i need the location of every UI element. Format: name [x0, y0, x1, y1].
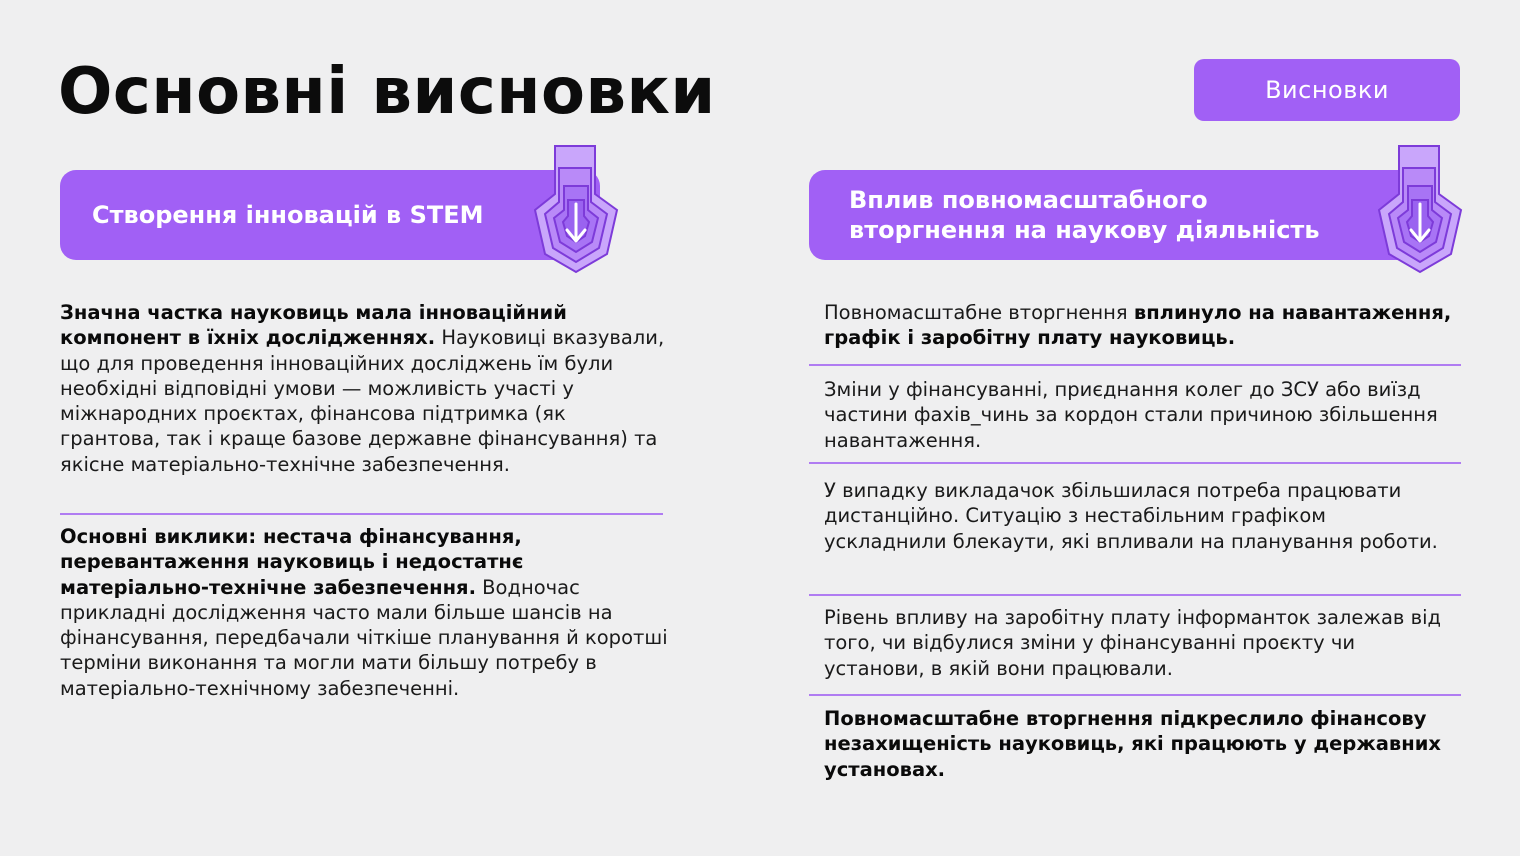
left-paragraph-2-bold: Основні виклики: нестача фінансування, перевантаження науковиць і недостатнє матеріально-технічне забезпечення. [60, 525, 524, 599]
right-paragraph-1 [824, 300, 1454, 351]
right-paragraph-5-bold: Повномасштабне вторгнення підкреслило фінансову незахищеність науковиць, які працюють у державних установах. [824, 707, 1441, 781]
page-title: Основні висновки [58, 55, 716, 129]
left-paragraph-2 [60, 524, 670, 701]
right-header-line-1: Вплив повномасштабного [849, 186, 1208, 214]
left-section-header-text: Створення інновацій в STEM [92, 201, 484, 229]
right-section-header [809, 170, 1419, 260]
down-arrow-icon [1377, 144, 1463, 274]
right-paragraph-4: Рівень впливу на заробітну плату інформанток залежав від того, чи відбулися зміни у фінансуванні проєкту чи установи, в якій вони працювали. [824, 606, 1441, 680]
section-tag-button[interactable]: Висновки [1194, 59, 1460, 121]
left-paragraph-2-text: Водночас прикладні дослідження часто мали більше шансів на фінансування, передбачали чіткіше планування й коротші терміни виконання та могли мати більшу потребу в матеріально-технічному забезпеченні. [60, 575, 668, 700]
right-paragraph-5 [824, 706, 1454, 782]
right-paragraph-1-bold: вплинуло на навантаження, графік і заробітну плату науковиць. [824, 301, 1452, 350]
right-paragraph-1-text: Повномасштабне вторгнення [824, 301, 1134, 324]
right-header-line-2: вторгнення на наукову діяльність [849, 216, 1320, 244]
left-paragraph-1-text: Науковиці вказували, що для проведення інноваційних досліджень їм були необхідні відповідні умови — можливість участі у міжнародних проєктах, фінансова підтримка (як грантова, так і краще базове державне фінансування) та якісне матеріально-технічне забезпечення. [60, 326, 665, 476]
right-paragraph-2: Зміни у фінансуванні, приєднання колег до ЗСУ або виїзд частини фахів_чинь за кордон стали причиною збільшення навантаження. [824, 378, 1438, 452]
right-divider-1 [809, 364, 1461, 366]
down-arrow-icon [533, 144, 619, 274]
right-divider-2 [809, 462, 1461, 464]
right-divider-3 [809, 594, 1461, 596]
left-divider [60, 513, 663, 515]
right-paragraph-3: У випадку викладачок збільшилася потреба працювати дистанційно. Ситуацію з нестабільним графіком ускладнили блекаути, які впливали на планування роботи. [824, 479, 1438, 553]
right-divider-4 [809, 694, 1461, 696]
left-section-header [60, 170, 600, 260]
left-paragraph-1 [60, 300, 670, 477]
left-paragraph-1-bold: Значна частка науковиць мала інноваційний компонент в їхніх дослідженнях. [60, 301, 567, 350]
